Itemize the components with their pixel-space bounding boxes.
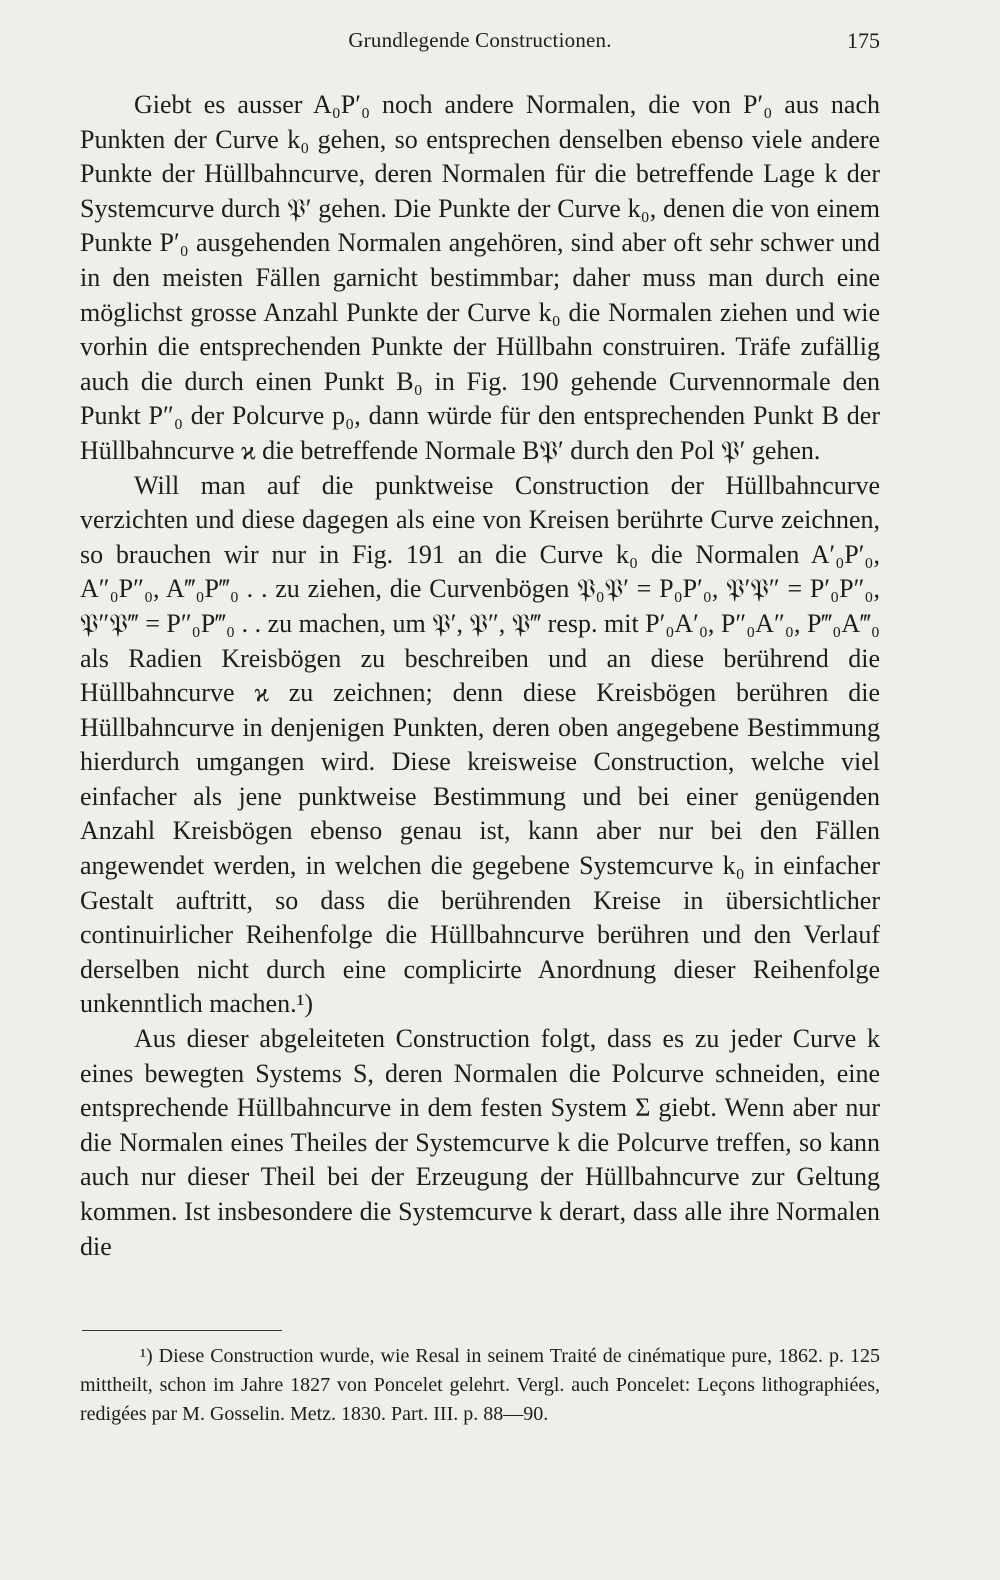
paragraph-1: Giebt es ausser A₀P′₀ noch andere Normalen, die von P′₀ aus nach Punkten der Curve k₀ gehen, so entsprechen denselben ebenso viele andere Punkte der Hüllbahncurve, deren Normalen für die betreffende Lage k der Systemcurve durch 𝔓′ gehen. Die Punkte der Curve k₀, denen die von einem Punkte P′₀ ausgehenden Normalen angehören, sind aber oft sehr schwer und in den meisten Fällen garnicht bestimmbar; daher muss man durch eine möglichst grosse Anzahl Punkte der Curve k₀ die Normalen ziehen und wie vorhin die entsprechenden Punkte der Hüllbahn construiren. Träfe zufällig auch die durch einen Punkt B₀ in Fig. 190 gehende Curvennormale den Punkt P″₀ der Polcurve p₀, dann würde für den entsprechenden Punkt B der Hüllbahncurve ϰ die betreffende Normale B𝔓′ durch den Pol 𝔓′ gehen.: [80, 90, 880, 465]
footnote-divider: [82, 1330, 282, 1331]
running-title: Grundlegende Constructionen.: [348, 28, 612, 52]
paragraph-2: Will man auf die punktweise Construction der Hüllbahncurve verzichten und diese dagegen als eine von Kreisen berührte Curve zeichnen, so brauchen wir nur in Fig. 191 an die Curve k₀ die Normalen A′₀P′₀, A″₀P″₀, A‴₀P‴₀ . . zu ziehen, die Curvenbögen 𝔓₀𝔓′ = P₀P′₀, 𝔓′𝔓″ = P′₀P″₀, 𝔓″𝔓‴ = P″₀P‴₀ . . zu machen, um 𝔓′, 𝔓″, 𝔓‴ resp. mit P′₀A′₀, P″₀A″₀, P‴₀A‴₀ als Radien Kreisbögen zu beschreiben und an diese berührend die Hüllbahncurve ϰ zu zeichnen; denn diese Kreisbögen berühren die Hüllbahncurve in denjenigen Punkten, deren oben angegebene Bestimmung hierdurch umgangen wird. Diese kreisweise Construction, welche viel einfacher als jene punktweise Bestimmung und bei einer genügenden Anzahl Kreisbögen ebenso genau ist, kann aber nur bei den Fällen angewendet werden, in welchen die gegebene Systemcurve k₀ in einfacher Gestalt auftritt, so dass die berührenden Kreise in übersichtlicher continuirlicher Reihenfolge die Hüllbahncurve berühren und den Verlauf derselben nicht durch eine complicirte Anordnung dieser Reihenfolge unkenntlich machen.¹): [80, 470, 880, 1019]
main-text: [80, 88, 880, 1264]
paragraph-3: Aus dieser abgeleiteten Construction folgt, dass es zu jeder Curve k eines bewegten Systems S, deren Normalen die Polcurve schneiden, eine entsprechende Hüllbahncurve in dem festen System Σ giebt. Wenn aber nur die Normalen eines Theiles der Systemcurve k die Polcurve treffen, so kann auch nur dieser Theil bei der Erzeugung der Hüllbahncurve zur Geltung kommen. Ist insbesondere die Systemcurve k derart, dass alle ihre Normalen die: [80, 1024, 880, 1261]
footnote: [80, 1342, 880, 1429]
running-header: [80, 28, 880, 68]
page-number: 175: [847, 28, 880, 53]
footnote-text: ¹) Diese Construction wurde, wie Resal in seinem Traité de cinématique pure, 1862. p. 125 mittheilt, schon im Jahre 1827 von Poncelet gelehrt. Vergl. auch Poncelet: Leçons lithographiées, redigées par M. Gosselin. Metz. 1830. Part. III. p. 88—90.: [80, 1345, 880, 1425]
